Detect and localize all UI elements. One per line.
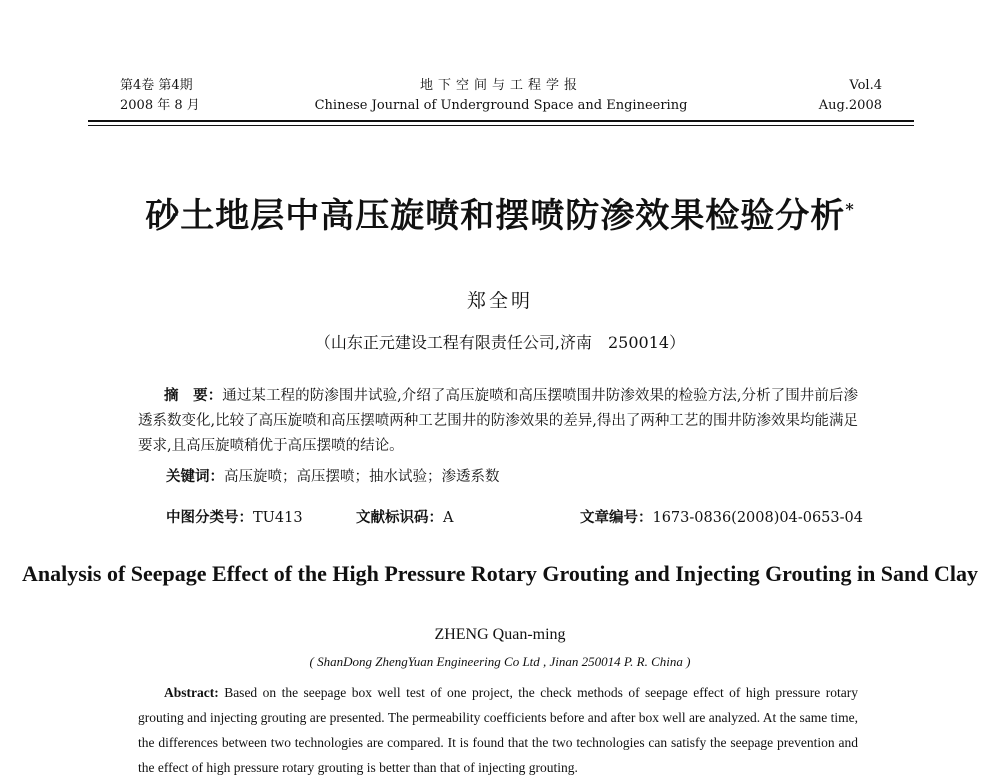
- header-volume-cn: 第4卷 第4期: [120, 78, 193, 93]
- header-journal: [120, 76, 882, 116]
- header-rule-thin: [88, 125, 914, 126]
- header-journal-en: Chinese Journal of Underground Space and Engineering: [314, 98, 688, 113]
- header-rule-thick: [88, 120, 914, 122]
- doc-code-label: 文献标识码：: [356, 509, 443, 526]
- header-issue-en: [819, 76, 882, 116]
- header-date-en: Aug.2008: [818, 98, 882, 113]
- abstract-en-text: Based on the seepage box well test of one project, the check methods of seepage effect of high pressure rotary grouting and injecting grouting are presented. The permeability coefficients before and after box well are analyzed. At the same time, the differences between two technologies are compared. It is found that the two technologies can satisfy the seepage prevention and the effect of high pressure rotary grouting is better than that of injecting grouting.: [138, 685, 858, 775]
- clc-value: TU413: [253, 510, 303, 526]
- header-volume-en: Vol.4: [849, 78, 882, 93]
- clc-number: [166, 506, 303, 527]
- abstract-cn-label: 摘 要：: [164, 387, 223, 404]
- abstract-en: [138, 680, 858, 780]
- abstract-en-label: Abstract:: [164, 685, 225, 700]
- keywords-cn-label: 关键词：: [166, 468, 224, 485]
- clc-label: 中图分类号：: [166, 509, 253, 526]
- abstract-cn: [138, 383, 858, 459]
- affiliation-cn: （山东正元建设工程有限责任公司,济南 250014）: [314, 333, 686, 352]
- keywords-cn-text: 高压旋喷；高压摆喷；抽水试验；渗透系数: [224, 469, 500, 485]
- document-code: [356, 506, 453, 527]
- doc-code-value: A: [443, 510, 454, 526]
- paper-title-en: Analysis of Seepage Effect of the High Pressure Rotary Grouting and Injecting Grouting in Sand Clay: [21, 561, 979, 586]
- paper-title-cn: [0, 188, 1000, 237]
- affiliation-en: ( ShanDong ZhengYuan Engineering Co Ltd , Jinan 250014 P. R. China ): [309, 654, 691, 669]
- article-no-value: 1673-0836(2008)04-0653-04: [652, 510, 863, 526]
- article-number: [580, 506, 863, 527]
- author-cn: 郑全明: [466, 290, 533, 312]
- author-en: ZHENG Quan-ming: [434, 626, 566, 643]
- keywords-cn: [166, 466, 500, 488]
- title-footnote-mark: *: [845, 199, 855, 219]
- article-no-label: 文章编号：: [579, 509, 653, 526]
- header-date-cn: 2008 年 8 月: [120, 98, 200, 113]
- running-header: [120, 76, 882, 116]
- abstract-cn-text: 通过某工程的防渗围井试验,介绍了高压旋喷和高压摆喷围井防渗效果的检验方法,分析了围井前后渗透系数变化,比较了高压旋喷和高压摆喷两种工艺围井的防渗效果的差异,得出了两种工艺的围井防渗效果均能满足要求,且高压旋喷稍优于高压摆喷的结论。: [138, 388, 859, 454]
- paper-title-cn-text: 砂土地层中高压旋喷和摆喷防渗效果检验分析: [145, 196, 846, 236]
- header-journal-cn: 地下空间与工程学报: [419, 78, 582, 93]
- classification-row: [166, 506, 863, 528]
